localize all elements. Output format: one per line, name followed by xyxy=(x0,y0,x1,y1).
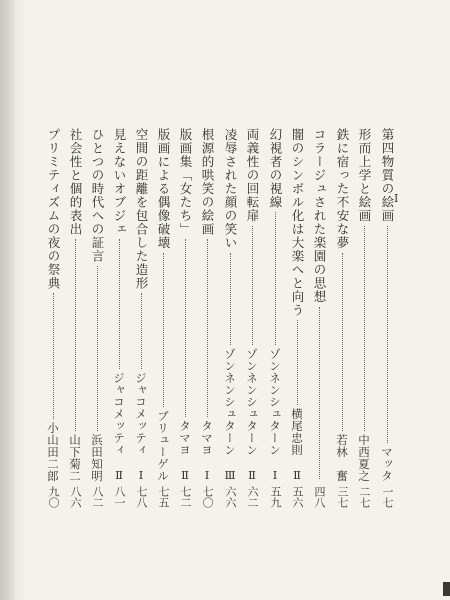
toc-title: 版画による偶像破壊 xyxy=(156,128,171,250)
toc-entry xyxy=(221,128,239,508)
toc-page: 七八 xyxy=(135,486,148,508)
toc-page: 八二 xyxy=(91,486,104,508)
toc-entry xyxy=(243,128,261,508)
toc-entry xyxy=(288,128,306,508)
toc-author: ジャコメッティ Ⅱ xyxy=(112,371,126,482)
dot-leader xyxy=(297,320,298,405)
toc-entry xyxy=(110,128,128,508)
toc-page: 三七 xyxy=(336,486,349,508)
toc-title: 幻視者の視線 xyxy=(268,128,283,209)
toc-page: 四八 xyxy=(313,486,326,508)
dot-leader xyxy=(185,239,186,417)
dot-leader xyxy=(53,293,54,419)
toc-author: 中西夏之 xyxy=(357,434,371,482)
dot-leader xyxy=(207,239,208,417)
toc-title: プリミティズムの夜の祭典 xyxy=(46,128,61,290)
toc-entry xyxy=(355,128,373,508)
toc-author: ジャコメッティ Ⅰ xyxy=(134,371,148,482)
dot-leader xyxy=(75,239,76,431)
toc-page: 九〇 xyxy=(47,486,60,508)
toc-author: ゾンネンシュターン Ⅲ xyxy=(223,347,237,482)
toc-page: 七五 xyxy=(157,486,170,508)
page-edge-mark xyxy=(443,582,450,596)
toc-entry xyxy=(132,128,150,508)
toc-title: コラージュされた楽園の思想 xyxy=(312,128,327,304)
toc-author: タマヨ Ⅱ xyxy=(178,419,192,482)
toc-title: 版画集「女たち」 xyxy=(178,128,193,236)
toc-page: 六二 xyxy=(246,486,259,508)
dot-leader xyxy=(163,253,164,408)
toc-author: ブリューゲル xyxy=(156,410,170,482)
toc-entry xyxy=(310,128,328,508)
toc-page: 六六 xyxy=(224,486,237,508)
toc-author: 小山田二郎 xyxy=(46,422,60,482)
dot-leader xyxy=(97,266,98,431)
toc-title: 闇のシンボル化は大楽へと向う xyxy=(290,128,305,317)
toc-author: ゾンネンシュターン Ⅰ xyxy=(268,347,282,482)
toc-entry xyxy=(88,128,106,508)
toc-page: 八一 xyxy=(113,486,126,508)
toc-page: 二七 xyxy=(358,486,371,508)
toc-entry xyxy=(44,128,62,508)
toc-author: 若林 奮 xyxy=(335,434,349,482)
toc-entry xyxy=(176,128,194,508)
toc-author: ゾンネンシュターン Ⅱ xyxy=(245,347,259,482)
toc-entry xyxy=(154,128,172,508)
toc-title: 第四物質の絵画 xyxy=(380,128,395,223)
dot-leader xyxy=(230,253,231,345)
toc-title: 両義性の回転扉 xyxy=(245,128,260,223)
toc-entry xyxy=(66,128,84,508)
toc-title: 見えないオブジェ xyxy=(112,128,127,236)
dot-leader xyxy=(119,239,120,369)
toc-page: 一七 xyxy=(381,486,394,508)
toc-page: 五九 xyxy=(269,486,282,508)
toc-title: 凌辱された顔の笑い xyxy=(223,128,238,250)
page-gutter xyxy=(0,0,14,600)
toc-author: タマヨ Ⅰ xyxy=(200,419,214,482)
toc-entry xyxy=(333,128,351,508)
dot-leader xyxy=(319,307,320,480)
toc-title: ひとつの時代への証言 xyxy=(90,128,105,263)
toc-title: 空間の距離を包合した造形 xyxy=(134,128,149,290)
dot-leader xyxy=(387,226,388,444)
toc-page: 八六 xyxy=(69,486,82,508)
toc-author: 横尾忠則 Ⅱ xyxy=(290,407,304,482)
dot-leader xyxy=(252,226,253,345)
toc-page: 七〇 xyxy=(201,486,214,508)
dot-leader xyxy=(364,226,365,432)
toc-page: 五六 xyxy=(291,486,304,508)
toc-entry xyxy=(378,128,399,508)
section-numeral: I xyxy=(394,192,399,205)
toc-author: 浜田知明 xyxy=(90,434,104,482)
toc-page: 七二 xyxy=(179,486,192,508)
toc-title: 鉄に宿った不安な夢 xyxy=(335,128,350,250)
toc-author: 山下菊二 xyxy=(68,434,82,482)
dot-leader xyxy=(141,293,142,369)
toc-entry xyxy=(266,128,284,508)
toc-title: 社会性と個的表出 xyxy=(68,128,83,236)
dot-leader xyxy=(275,212,276,345)
toc-author: マッタ xyxy=(380,446,394,482)
toc-title: 形而上学と絵画 xyxy=(357,128,372,223)
dot-leader xyxy=(342,253,343,432)
toc-entry xyxy=(198,128,216,508)
toc-title: 根源的哄笑の絵画 xyxy=(200,128,215,236)
